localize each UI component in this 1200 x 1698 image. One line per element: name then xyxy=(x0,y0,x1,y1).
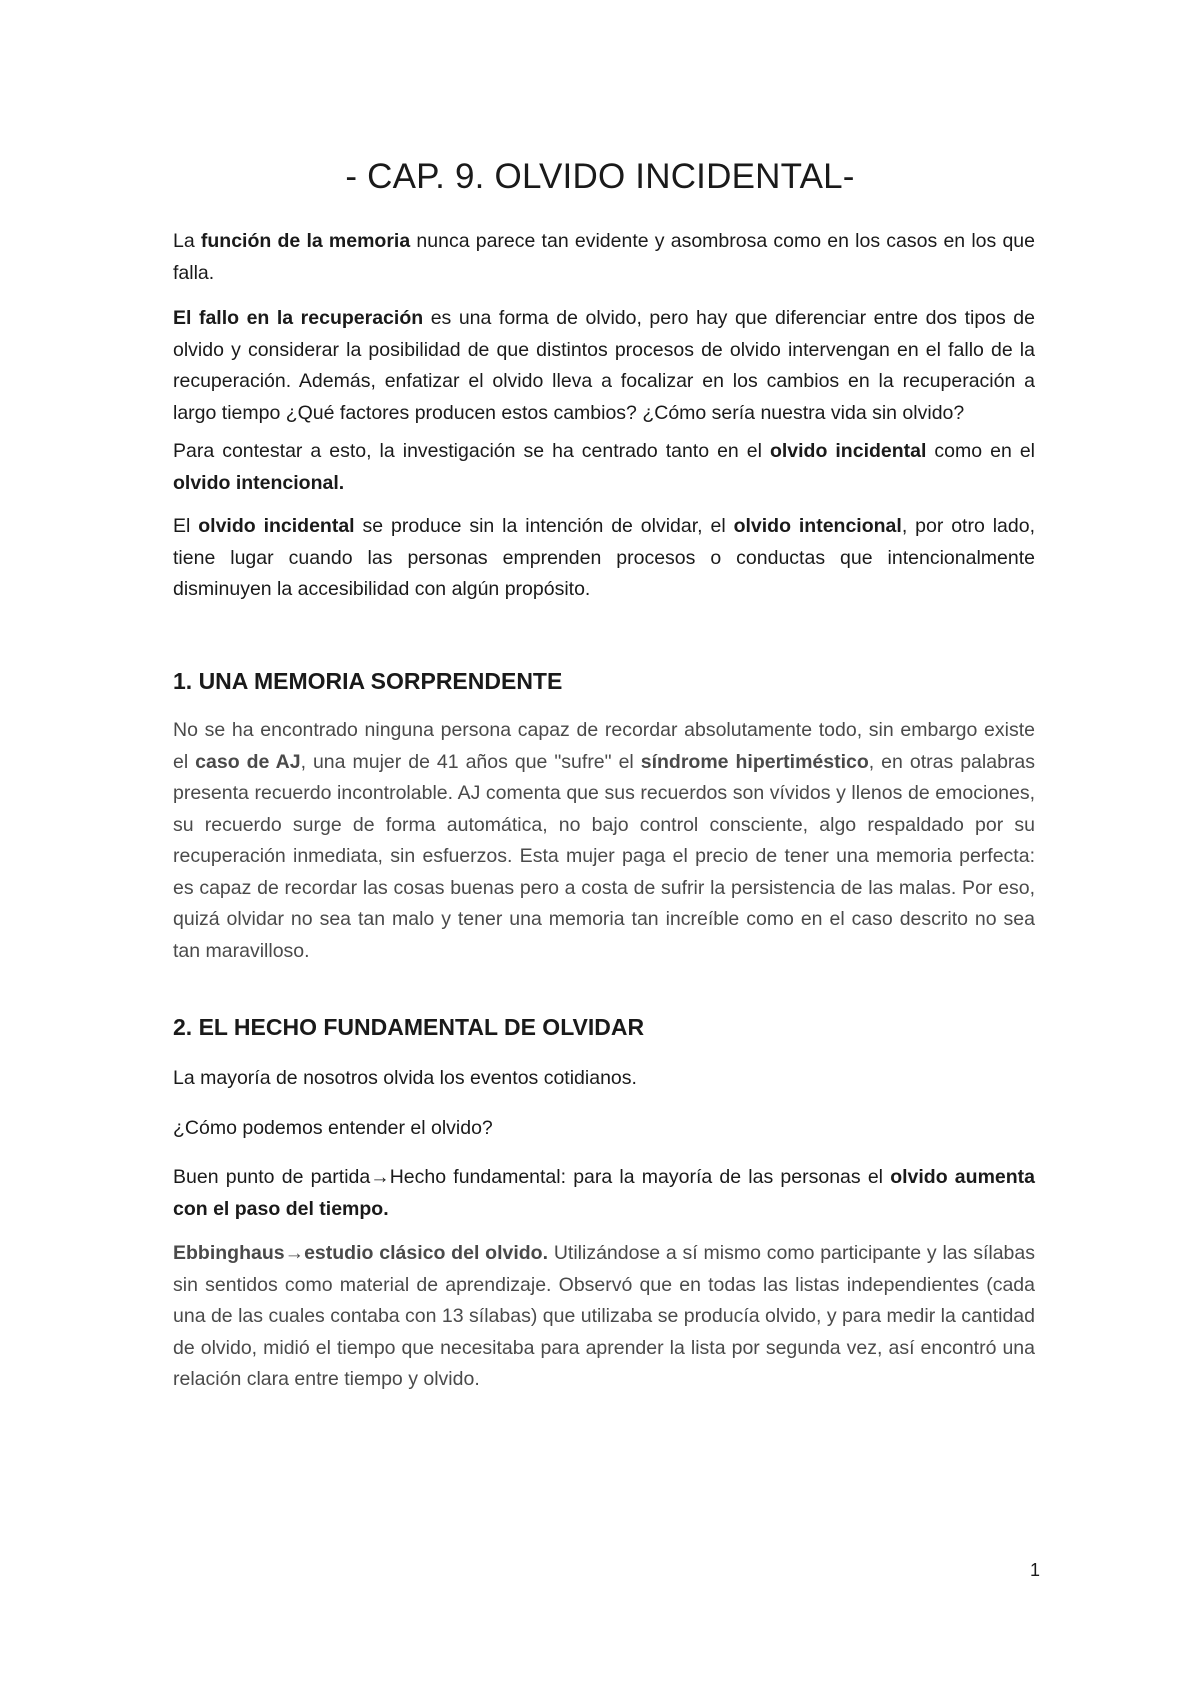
bold-text-run: Ebbinghaus→estudio clásico del olvido. xyxy=(173,1242,549,1264)
section-2-paragraph-4 xyxy=(173,1238,1035,1396)
section-1-paragraph xyxy=(173,715,1035,967)
text-run: No se ha encontrado ninguna persona capaz de recordar absolutamente todo, sin embargo existe el xyxy=(173,719,1035,773)
text-run: Buen punto de partida→Hecho fundamental: para la mayoría de las personas el xyxy=(173,1166,891,1188)
page-title: - CAP. 9. OLVIDO INCIDENTAL- xyxy=(345,157,855,196)
bold-text-run: función de la memoria xyxy=(200,230,411,252)
intro-paragraph-2 xyxy=(173,303,1035,429)
text-run: El xyxy=(173,515,199,537)
section-2-paragraph-2 xyxy=(173,1113,1035,1145)
bold-text-run: olvido incidental xyxy=(198,515,355,537)
bold-text-run: olvido intencional. xyxy=(173,471,345,494)
text-run: , una mujer de 41 años que "sufre" el xyxy=(300,750,641,773)
intro-paragraph-4 xyxy=(173,511,1035,606)
text-run: nunca parece tan evidente y asombrosa como en los casos en los que falla. xyxy=(173,230,1035,284)
text-run: es una forma de olvido, pero hay que diferenciar entre dos tipos de olvido y considerar la posibilidad de que distintos procesos de olvido intervengan en el fallo de la recuperación. Además, enfatizar el olvido lleva a focalizar en los cambios en la recuperación a largo tiempo ¿Qué factores producen estos cambios? ¿Cómo sería nuestra vida sin olvido? xyxy=(173,307,1035,424)
intro-paragraph-1 xyxy=(173,226,1035,289)
bold-text-run: olvido incidental xyxy=(769,440,927,462)
bold-text-run: caso de AJ xyxy=(195,750,301,773)
bold-text-run: olvido intencional xyxy=(733,515,902,537)
text-run: Para contestar a esto, la investigación se ha centrado tanto en el xyxy=(173,440,770,462)
text-run: La xyxy=(173,230,201,252)
text-run: se produce sin la intención de olvidar, el xyxy=(354,515,734,537)
text-run: como en el xyxy=(926,440,1036,462)
section-2-paragraph-1 xyxy=(173,1063,1035,1095)
text-run: , por otro lado, tiene lugar cuando las personas emprenden procesos o conductas que intencionalmente disminuyen la accesibilidad con algún propósito. xyxy=(173,515,1035,600)
section-2-paragraph-3 xyxy=(173,1162,1035,1225)
text-run: La mayoría de nosotros olvida los eventos cotidianos. xyxy=(173,1067,637,1089)
intro-paragraph-3 xyxy=(173,436,1035,499)
bold-text-run: olvido aumenta con el paso del tiempo. xyxy=(173,1166,1035,1220)
section-1-heading: 1. UNA MEMORIA SORPRENDENTE xyxy=(173,668,563,694)
text-run: ¿Cómo podemos entender el olvido? xyxy=(173,1117,493,1139)
section-2-heading: 2. EL HECHO FUNDAMENTAL DE OLVIDAR xyxy=(173,1014,645,1040)
text-run: , en otras palabras presenta recuerdo incontrolable. AJ comenta que sus recuerdos son vívidos y llenos de emociones, su recuerdo surge de forma automática, no bajo control consciente, algo respaldado por su recuperación inmediata, sin esfuerzos. Esta mujer paga el precio de tener una memoria perfecta: es capaz de recordar las cosas buenas pero a costa de sufrir la persistencia de las malas. Por eso, quizá olvidar no sea tan malo y tener una memoria tan increíble como en el caso descrito no sea tan maravilloso. xyxy=(173,750,1036,962)
bold-text-run: síndrome hipertiméstico xyxy=(640,750,869,773)
text-run: Utilizándose a sí mismo como participante y las sílabas sin sentidos como material de aprendizaje. Observó que en todas las listas independientes (cada una de las cuales contaba con 13 sílabas) que utilizaba se producía olvido, y para medir la cantidad de olvido, midió el tiempo que necesitaba para aprender la lista por segunda vez, así encontró una relación clara entre tiempo y olvido. xyxy=(173,1242,1035,1390)
bold-text-run: El fallo en la recuperación xyxy=(173,307,424,329)
page-number: 1 xyxy=(1029,1560,1040,1580)
